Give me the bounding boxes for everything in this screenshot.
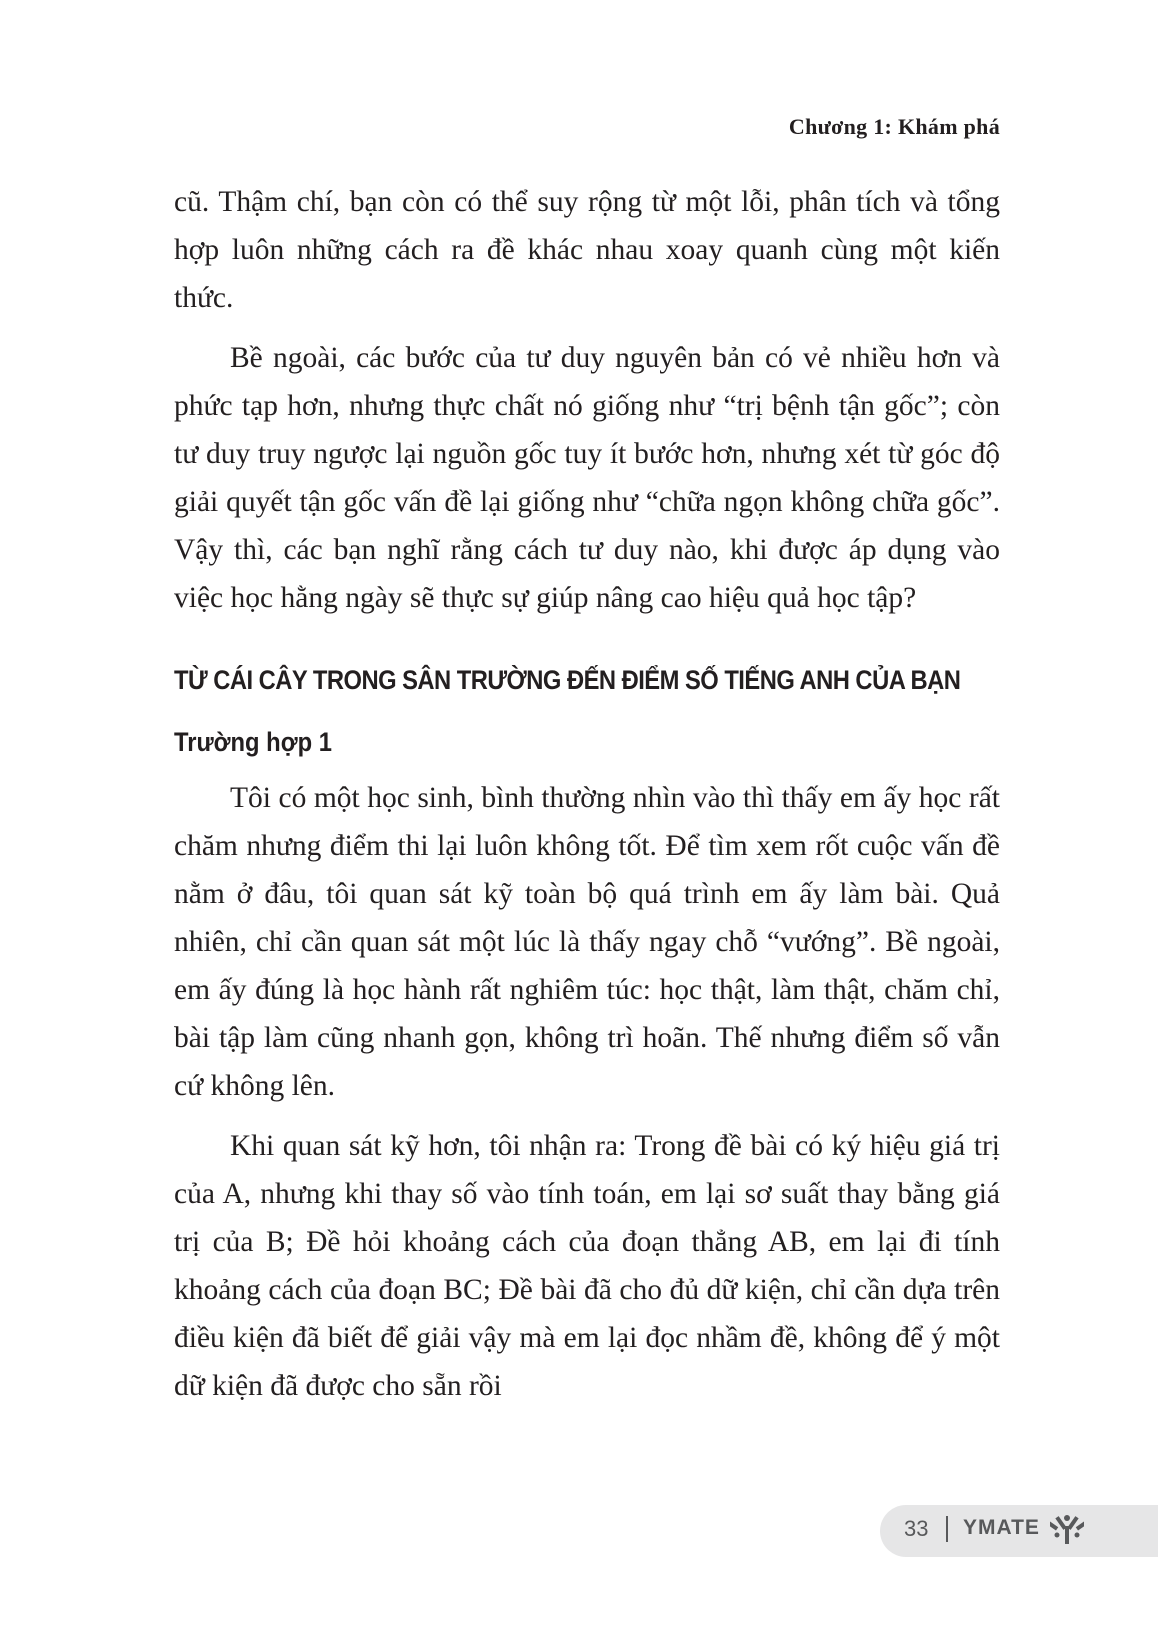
paragraph-observation: Khi quan sát kỹ hơn, tôi nhận ra: Trong đề bài có ký hiệu giá trị của A, nhưng khi thay số vào tính toán, em lại sơ suất thay bằng giá trị của B; Đề hỏi khoảng cách của đoạn thẳng AB, em lại đi tính khoảng cách của đoạn BC; Đề bài đã cho đủ dữ kiện, chỉ cần dựa trên điều kiện đã biết để giải vậy mà em lại đọc nhầm đề, không để ý một dữ kiện đã được cho sẵn rồi	[174, 1130, 1000, 1402]
paragraph-student-story: Tôi có một học sinh, bình thường nhìn vào thì thấy em ấy học rất chăm nhưng điểm thi lại luôn không tốt. Để tìm xem rốt cuộc vấn đề nằm ở đâu, tôi quan sát kỹ toàn bộ quá trình em ấy làm bài. Quả nhiên, chỉ cần quan sát một lúc là thấy ngay chỗ “vướng”. Bề ngoài, em ấy đúng là học hành rất nghiêm túc: học thật, làm thật, chăm chỉ, bài tập làm cũng nhanh gọn, không trì hoãn. Thế nhưng điểm số vẫn cứ không lên.	[174, 782, 1000, 1102]
footer-divider	[946, 1516, 948, 1542]
section-heading: TỪ CÁI CÂY TRONG SÂN TRƯỜNG ĐẾN ĐIỂM SỐ TIẾNG ANH CỦA BẠN	[174, 665, 961, 695]
running-header-chapter-title: Chương 1: Khám phá	[788, 114, 1000, 139]
ymate-logo-icon	[1050, 1513, 1084, 1545]
brand-name: YMATE	[963, 1516, 1040, 1539]
page-number: 33	[904, 1516, 929, 1541]
paragraph-continuation: cũ. Thậm chí, bạn còn có thể suy rộng từ một lỗi, phân tích và tổng hợp luôn những cách ra đề khác nhau xoay quanh cùng một kiến thức.	[174, 186, 1000, 314]
sub-heading-case-1: Trường hợp 1	[174, 727, 332, 757]
page-body	[174, 178, 1000, 1422]
paragraph-thinking-comparison: Bề ngoài, các bước của tư duy nguyên bản có vẻ nhiều hơn và phức tạp hơn, nhưng thực chất nó giống như “trị bệnh tận gốc”; còn tư duy truy ngược lại nguồn gốc tuy ít bước hơn, nhưng xét từ góc độ giải quyết tận gốc vấn đề lại giống như “chữa ngọn không chữa gốc”. Vậy thì, các bạn nghĩ rằng cách tư duy nào, khi được áp dụng vào việc học hằng ngày sẽ thực sự giúp nâng cao hiệu quả học tập?	[174, 342, 1000, 614]
